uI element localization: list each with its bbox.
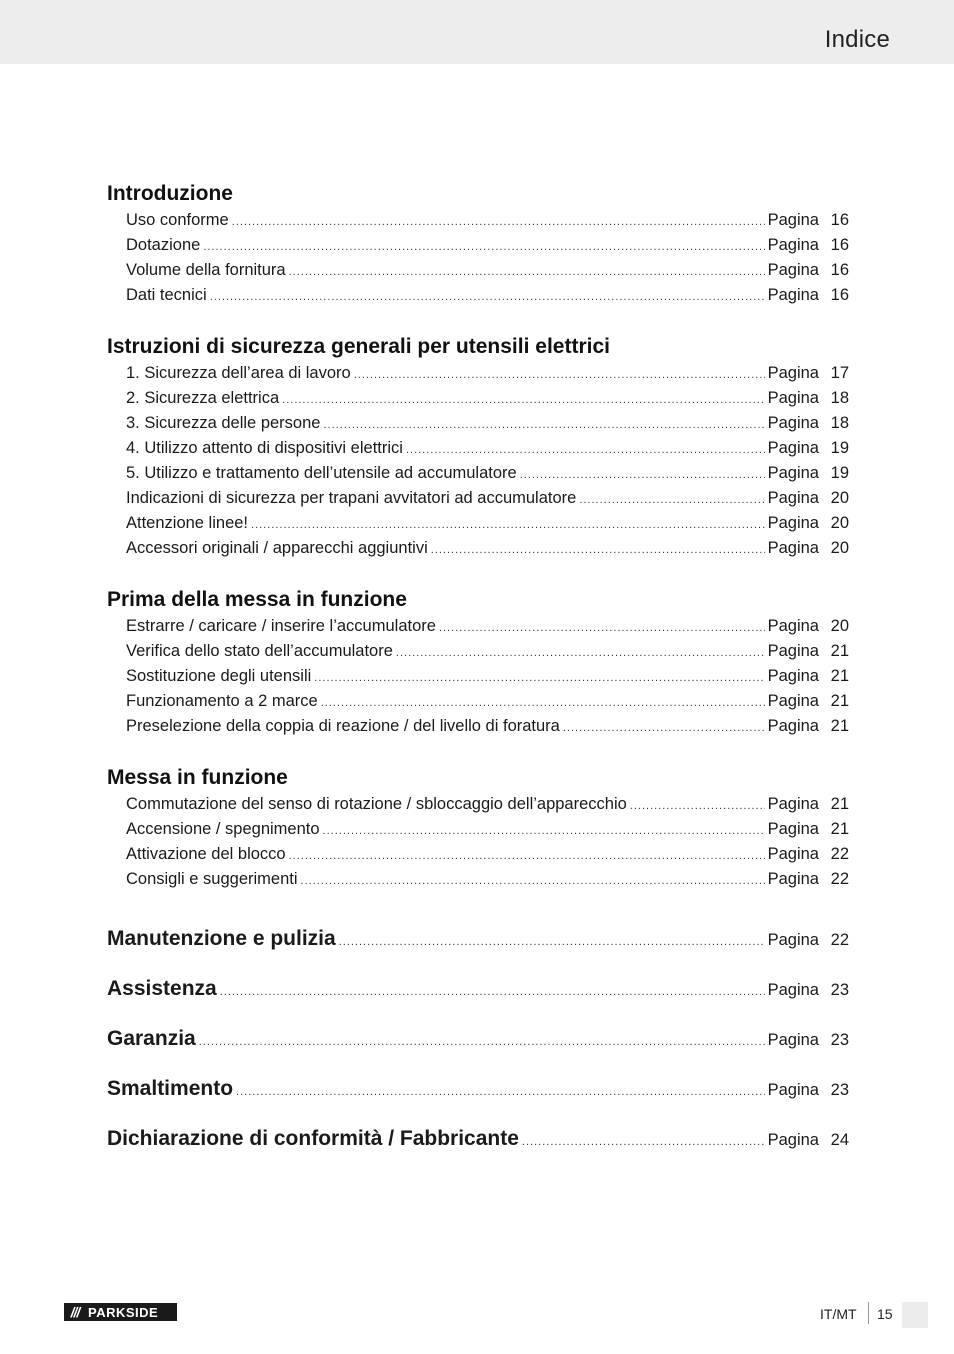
dot-leader — [232, 210, 765, 235]
dot-leader — [199, 1017, 765, 1067]
dot-leader — [339, 917, 765, 967]
page-word: Pagina — [767, 514, 819, 532]
page-number: 20 — [830, 489, 849, 507]
page-word: Pagina — [767, 389, 819, 407]
entry-label: Verifica dello stato dell’accumulatore — [126, 642, 393, 660]
entry-label: Estrarre / caricare / inserire l’accumulatore — [126, 617, 436, 635]
toc-entry[interactable] — [107, 436, 849, 461]
page-word: Pagina — [767, 931, 819, 949]
entry-label: Attenzione linee! — [126, 514, 249, 532]
page-number: 24 — [830, 1131, 849, 1149]
entry-label: 4. Utilizzo attento di dispositivi elettrici — [126, 439, 403, 457]
page-number: 22 — [830, 931, 849, 949]
toc-entry-manutenzione[interactable] — [107, 914, 849, 964]
page-word: Pagina — [767, 717, 819, 735]
dot-leader — [563, 716, 765, 741]
entry-label: Sostituzione degli utensili — [126, 667, 312, 685]
page-number: 22 — [830, 870, 849, 888]
page-word: Pagina — [767, 1131, 819, 1149]
page-number: 21 — [830, 667, 849, 685]
dot-leader — [520, 463, 765, 488]
page-word: Pagina — [767, 364, 819, 382]
dot-leader — [323, 413, 764, 438]
section-title: Istruzioni di sicurezza generali per utensili elettrici — [107, 335, 610, 358]
dot-leader — [354, 363, 765, 388]
entry-label: Uso conforme — [126, 211, 229, 229]
dot-leader — [431, 538, 765, 563]
page-title: Indice — [824, 26, 890, 53]
toc-entry-smaltimento[interactable] — [107, 1064, 849, 1114]
entry-label: Funzionamento a 2 marce — [126, 692, 318, 710]
page-number: 23 — [830, 1081, 849, 1099]
page-number: 23 — [830, 1031, 849, 1049]
dot-leader — [236, 1067, 765, 1117]
spacer — [107, 308, 849, 333]
page-word: Pagina — [767, 981, 819, 999]
page-number-footer: 15 — [877, 1306, 893, 1322]
page-word: Pagina — [767, 795, 819, 813]
page-number: 21 — [830, 692, 849, 710]
toc-entry[interactable] — [107, 233, 849, 258]
page-number: 20 — [830, 617, 849, 635]
page-word: Pagina — [767, 1081, 819, 1099]
section-title: Dichiarazione di conformità / Fabbricante — [107, 1127, 519, 1150]
toc-section-prima-messa-in-funzione — [107, 586, 849, 739]
page-word: Pagina — [767, 642, 819, 660]
dot-leader — [289, 844, 765, 869]
toc-entry[interactable] — [107, 536, 849, 561]
toc-section-messa-in-funzione — [107, 764, 849, 892]
dot-leader — [630, 794, 765, 819]
page-word: Pagina — [767, 1031, 819, 1049]
page-number: 16 — [830, 236, 849, 254]
spacer — [107, 739, 849, 764]
toc-entry[interactable] — [107, 258, 849, 283]
toc-entry[interactable] — [107, 689, 849, 714]
page-word: Pagina — [767, 667, 819, 685]
toc-entry-dichiarazione[interactable] — [107, 1114, 849, 1164]
page-number: 23 — [830, 981, 849, 999]
dot-leader — [323, 819, 765, 844]
toc-entry[interactable] — [107, 208, 849, 233]
toc-entry[interactable] — [107, 817, 849, 842]
dot-leader — [251, 513, 765, 538]
entry-label: Dotazione — [126, 236, 201, 254]
toc-section-istruzioni-sicurezza — [107, 333, 849, 561]
section-title: Smaltimento — [107, 1077, 234, 1100]
page-number: 18 — [830, 414, 849, 432]
page-word: Pagina — [767, 211, 819, 229]
logo-text: PARKSIDE — [88, 1304, 159, 1320]
footer-divider — [868, 1302, 869, 1324]
dot-leader — [579, 488, 764, 513]
page-number: 21 — [830, 795, 849, 813]
parkside-logo — [64, 1303, 177, 1321]
spacer — [107, 561, 849, 586]
toc-entry[interactable] — [107, 867, 849, 892]
dot-leader — [406, 438, 765, 463]
page-number: 16 — [830, 286, 849, 304]
page-number: 19 — [830, 464, 849, 482]
page-number: 21 — [830, 642, 849, 660]
dot-leader — [220, 967, 765, 1017]
toc-entry[interactable] — [107, 792, 849, 817]
section-title: Assistenza — [107, 977, 217, 1000]
section-title: Introduzione — [107, 182, 233, 205]
section-title: Messa in funzione — [107, 766, 288, 789]
toc-entry[interactable] — [107, 386, 849, 411]
page-word: Pagina — [767, 414, 819, 432]
toc-entry[interactable] — [107, 283, 849, 308]
header-band — [0, 0, 954, 64]
toc-entry[interactable] — [107, 486, 849, 511]
page-number: 16 — [830, 211, 849, 229]
toc-entry[interactable] — [107, 614, 849, 639]
toc-entry[interactable] — [107, 461, 849, 486]
page-number: 21 — [830, 820, 849, 838]
toc-section-introduzione — [107, 180, 849, 308]
page-word: Pagina — [767, 870, 819, 888]
page-number: 18 — [830, 389, 849, 407]
dot-leader — [282, 388, 764, 413]
entry-label: Volume della fornitura — [126, 261, 286, 279]
page-word: Pagina — [767, 617, 819, 635]
page-word: Pagina — [767, 439, 819, 457]
page-word: Pagina — [767, 489, 819, 507]
page-word: Pagina — [767, 692, 819, 710]
toc-entry[interactable] — [107, 361, 849, 386]
dot-leader — [396, 641, 765, 666]
toc-entry[interactable] — [107, 664, 849, 689]
entry-label: Accessori originali / apparecchi aggiuntivi — [126, 539, 428, 557]
toc-entry[interactable] — [107, 714, 849, 739]
toc-entry[interactable] — [107, 639, 849, 664]
dot-leader — [289, 260, 765, 285]
toc-entry[interactable] — [107, 842, 849, 867]
dot-leader — [301, 869, 765, 894]
page-word: Pagina — [767, 236, 819, 254]
page-word: Pagina — [767, 539, 819, 557]
entry-label: Attivazione del blocco — [126, 845, 286, 863]
toc-entry[interactable] — [107, 511, 849, 536]
page-number: 22 — [830, 845, 849, 863]
page-number: 17 — [830, 364, 849, 382]
entry-label: Dati tecnici — [126, 286, 207, 304]
page-word: Pagina — [767, 286, 819, 304]
spacer — [107, 892, 849, 914]
logo-slashes-icon: /// — [70, 1304, 80, 1320]
page-word: Pagina — [767, 845, 819, 863]
section-title: Manutenzione e pulizia — [107, 927, 336, 950]
dot-leader — [203, 235, 764, 260]
page-number: 20 — [830, 514, 849, 532]
entry-label: Indicazioni di sicurezza per trapani avvitatori ad accumulatore — [126, 489, 577, 507]
page-number: 16 — [830, 261, 849, 279]
page-number: 19 — [830, 439, 849, 457]
page-word: Pagina — [767, 261, 819, 279]
entry-label: Preselezione della coppia di reazione / del livello di foratura — [126, 717, 560, 735]
entry-label: 1. Sicurezza dell’area di lavoro — [126, 364, 351, 382]
page-number: 20 — [830, 539, 849, 557]
page-number: 21 — [830, 717, 849, 735]
footer-tab-marker — [902, 1302, 928, 1328]
section-title: Prima della messa in funzione — [107, 588, 407, 611]
page-word: Pagina — [767, 464, 819, 482]
toc-entry[interactable] — [107, 411, 849, 436]
table-of-contents — [107, 180, 849, 1164]
page-word: Pagina — [767, 820, 819, 838]
section-title: Garanzia — [107, 1027, 196, 1050]
dot-leader — [522, 1117, 765, 1167]
language-code: IT/MT — [820, 1306, 857, 1322]
entry-label: 5. Utilizzo e trattamento dell’utensile ad accumulatore — [126, 464, 517, 482]
toc-entry-garanzia[interactable] — [107, 1014, 849, 1064]
dot-leader — [321, 691, 765, 716]
dot-leader — [314, 666, 764, 691]
entry-label: Accensione / spegnimento — [126, 820, 320, 838]
entry-label: Commutazione del senso di rotazione / sbloccaggio dell’apparecchio — [126, 795, 627, 813]
entry-label: 3. Sicurezza delle persone — [126, 414, 321, 432]
dot-leader — [210, 285, 765, 310]
entry-label: Consigli e suggerimenti — [126, 870, 298, 888]
dot-leader — [439, 616, 765, 641]
toc-entry-assistenza[interactable] — [107, 964, 849, 1014]
entry-label: 2. Sicurezza elettrica — [126, 389, 280, 407]
